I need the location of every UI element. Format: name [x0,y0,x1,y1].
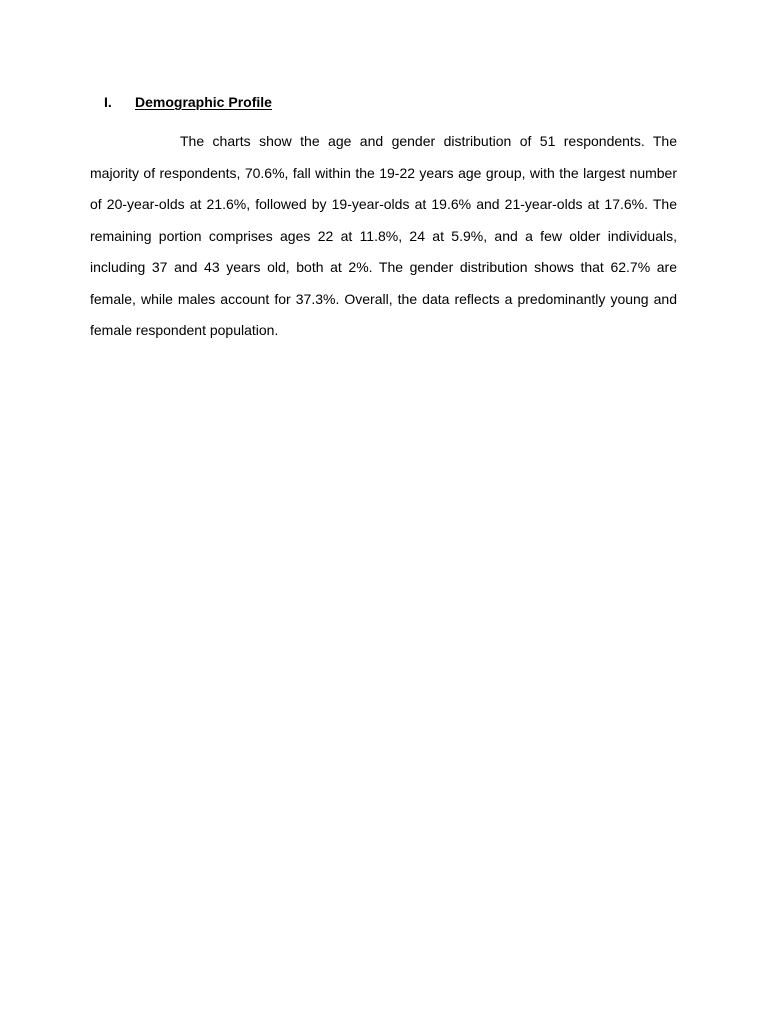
section-heading [104,93,272,111]
section-title: Demographic Profile [135,94,272,110]
section-number: I. [104,94,112,110]
body-paragraph: The charts show the age and gender distribution of 51 respondents. The majority of respondents, 70.6%, fall within the 19-22 years age group, with the largest number of 20-year-olds at 21.6%, followed by 19-year-olds at 19.6% and 21-year-olds at 17.6%. The remaining portion comprises ages 22 at 11.8%, 24 at 5.9%, and a few older individuals, including 37 and 43 years old, both at 2%. The gender distribution shows that 62.7% are female, while males account for 37.3%. Overall, the data reflects a predominantly young and female respondent population. [90,133,677,338]
